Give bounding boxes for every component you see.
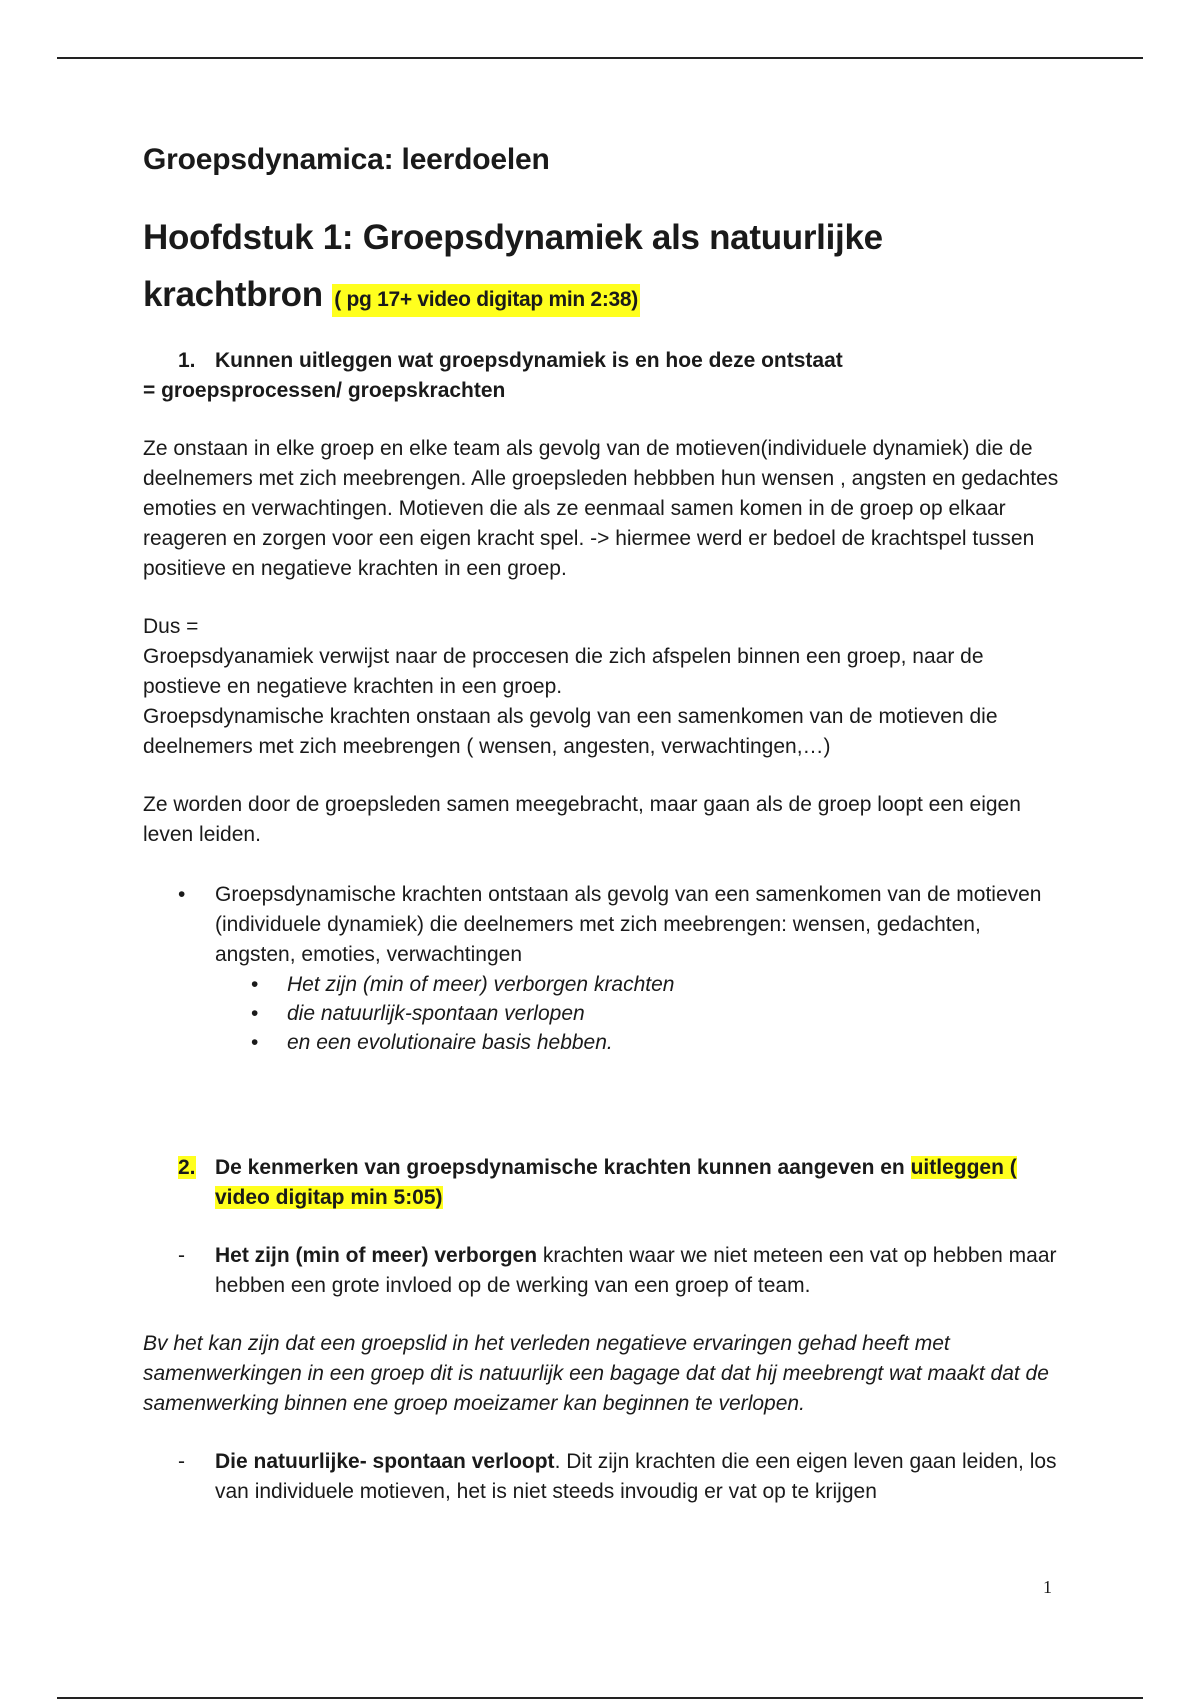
chapter-reference-highlight: ( pg 17+ video digitap min 2:38) [332,284,640,317]
sub-bullet-item [251,1028,1063,1057]
dash-item-1-bold: Het zijn (min of meer) verborgen [215,1244,538,1267]
section1-number: 1. [178,349,196,372]
section1-heading [178,346,1063,376]
document-title: Groepsdynamica: leerdoelen [143,143,550,176]
example-paragraph: Bv het kan zijn dat een groepslid in het verleden negatieve ervaringen gehad heeft met samenwerkingen in een groep dit is natuurlijk een bagage dat dat hij meebrengt wat maakt dat de samenwerking binnen ene groep moeizamer kan beginnen te verlopen. [143,1332,1049,1415]
footer-rule [57,1697,1143,1699]
section1-heading-text: Kunnen uitleggen wat groepsdynamiek is en hoe deze ontstaat [215,349,843,372]
dash-item-2-rest: . Dit zijn krachten die een eigen leven gaan leiden, los van individuele motieven, het is niet steeds invoudig er vat op te krijgen [215,1450,1057,1503]
bullet-item [143,880,1063,970]
section2-number-cell [178,1153,215,1213]
sub-bullet-icon: • [251,1002,259,1025]
sub-bullet-text: die natuurlijk-spontaan verlopen [287,1002,585,1025]
section2-heading [178,1153,1063,1213]
dash-icon: - [178,1244,185,1267]
section1-paragraph3: Ze worden door de groepsleden samen meegebracht, maar gaan als de groep loopt een eigen leven leiden. [143,793,1021,846]
sub-bullet-icon: • [251,973,259,996]
dash-item-2 [178,1447,1063,1507]
sub-bullet-text: Het zijn (min of meer) verborgen krachten [287,973,675,996]
dash-item-1 [178,1241,1063,1301]
section2-heading-text [215,1153,1063,1213]
dash-item-1-text [215,1241,1063,1301]
section2-heading-highlight: uitleggen ( video digitap min 5:05) [215,1156,1017,1209]
dash-icon: - [178,1450,185,1473]
bullet-icon: • [178,883,186,906]
chapter-title-line1: Hoofdstuk 1: Groepsdynamiek als natuurlijke [143,218,883,257]
chapter-title-line2-row [143,266,1063,328]
section2-heading-plain: De kenmerken van groepsdynamische krachten kunnen aangeven en [215,1156,911,1179]
header-rule [57,57,1143,59]
sub-bullet-text: en een evolutionaire basis hebben. [287,1031,613,1054]
section1-subheading: = groepsprocessen/ groepskrachten [143,379,506,402]
dash-item-2-text [215,1447,1063,1507]
section1-paragraph: Ze onstaan in elke groep en elke team als gevolg van de motieven(individuele dynamiek) die de deelnemers met zich meebrengen. Alle groepsleden hebbben hun wensen , angsten en gedachtes emoties en verwachtingen. Motieven die als ze eenmaal samen komen in de groep op elkaar reageren en zorgen voor een eigen kracht spel. -> hiermee werd er bedoel de krachtspel tussen positieve en negatieve krachten in een groep. [143,437,1059,580]
page-number: 1 [1043,1577,1052,1597]
sub-bullet-item [251,999,1063,1028]
sub-bullet-item [251,970,1063,999]
bullet-text: Groepsdynamische krachten ontstaan als gevolg van een samenkomen van de motieven (individuele dynamiek) die deelnemers met zich meebrengen: wensen, gedachten, angsten, emoties, verwachtingen [215,883,1042,966]
sub-bullet-icon: • [251,1031,259,1054]
dus-line1: Groepsdyanamiek verwijst naar de proccesen die zich afspelen binnen een groep, naar de postieve en negatieve krachten in een groep. [143,645,984,698]
dash-item-2-bold: Die natuurlijke- spontaan verloopt [215,1450,555,1473]
dus-line2: Groepsdynamische krachten onstaan als gevolg van een samenkomen van de motieven die deelnemers met zich meebrengen ( wensen, angesten, verwachtingen,…) [143,705,998,758]
dus-label: Dus = [143,615,199,638]
chapter-heading [143,209,1063,328]
section2-number: 2. [178,1156,196,1179]
chapter-title-line2: krachtbron [143,275,323,314]
document-body [143,140,1063,1507]
dash-item-1-rest: krachten waar we niet meteen een vat op hebben maar hebben een grote invloed op de werking van een groep of team. [215,1244,1057,1297]
